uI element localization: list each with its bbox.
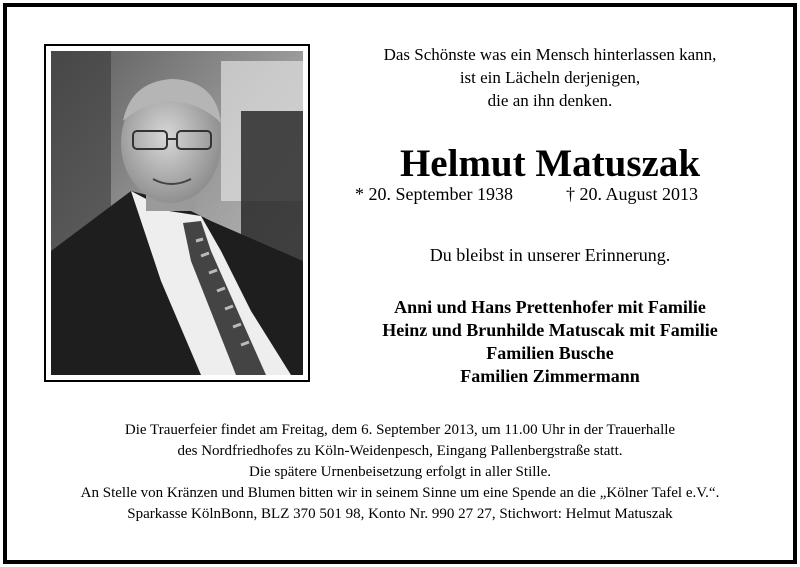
verse-line: die an ihn denken. — [487, 91, 613, 110]
birth-date: * 20. September 1938 — [355, 184, 513, 204]
verse — [330, 43, 770, 112]
notice-line: Die Trauerfeier findet am Freitag, dem 6. September 2013, um 11.00 Uhr in der Trauerhalle — [124, 422, 676, 438]
mourners-list — [330, 296, 770, 388]
notice-line: des Nordfriedhofes zu Köln-Weidenpesch, Eingang Pallenbergstraße statt. — [177, 443, 623, 459]
funeral-notice — [40, 420, 760, 525]
notice-line: Die spätere Urnenbeisetzung erfolgt in aller Stille. — [249, 464, 551, 480]
mourner: Anni und Hans Prettenhofer mit Familie — [394, 297, 706, 317]
deceased-name: Helmut Matuszak — [399, 142, 701, 185]
verse-line: ist ein Lächeln derjenigen, — [459, 68, 641, 87]
memory-line: Du bleibst in unserer Erinnerung. — [429, 245, 671, 265]
portrait-photo — [51, 51, 303, 375]
verse-line: Das Schönste was ein Mensch hinterlassen kann, — [383, 45, 717, 64]
mourner: Familien Zimmermann — [460, 366, 640, 386]
mourner: Heinz und Brunhilde Matuscak mit Familie — [382, 320, 718, 340]
portrait-illustration — [51, 51, 303, 375]
death-date: † 20. August 2013 — [566, 184, 699, 204]
photo-frame — [44, 44, 310, 382]
notice-line: An Stelle von Kränzen und Blumen bitten wir in seinem Sinne um eine Spende an die „Kölner Tafel e.V.“. — [80, 485, 720, 501]
mourner: Familien Busche — [486, 343, 614, 363]
notice-line: Sparkasse KölnBonn, BLZ 370 501 98, Konto Nr. 990 27 27, Stichwort: Helmut Matuszak — [127, 506, 673, 522]
